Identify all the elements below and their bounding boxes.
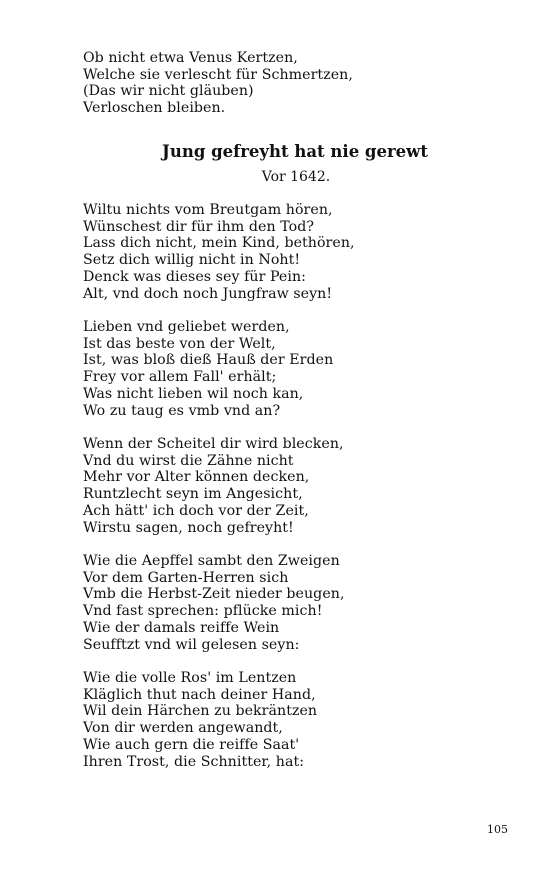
verse-line: Lieben vnd geliebet werden, bbox=[83, 319, 290, 335]
verse-line: Ach hätt' ich doch vor der Zeit, bbox=[83, 502, 309, 519]
verse-line: Wie auch gern die reiffe Saat' bbox=[83, 736, 300, 753]
poem-title: Jung gefreyht hat nie gerewt bbox=[162, 142, 428, 161]
verse-line: Wünschest dir für ihm den Tod? bbox=[83, 218, 314, 235]
verse-line: Vnd fast sprechen: pflücke mich! bbox=[83, 603, 323, 620]
verse-line: Wie die Aepffel sambt den Zweigen bbox=[83, 553, 340, 569]
intro-stanza bbox=[83, 50, 503, 117]
verse-line: Wie die volle Ros' im Lentzen bbox=[83, 670, 297, 686]
verse-line: Wo zu taug es vmb vnd an? bbox=[83, 402, 281, 419]
verse-line: Vor dem Garten-Herren sich bbox=[83, 569, 289, 586]
page-number: 105 bbox=[487, 823, 508, 836]
verse-line: Vnd du wirst die Zähne nicht bbox=[83, 452, 294, 469]
stanza-5 bbox=[83, 670, 503, 770]
verse-line: Ihren Trost, die Schnitter, hat: bbox=[83, 753, 305, 770]
verse-line: Was nicht lieben wil noch kan, bbox=[83, 385, 304, 402]
verse-line: Ob nicht etwa Venus Kertzen, bbox=[83, 50, 298, 66]
verse-line: Lass dich nicht, mein Kind, bethören, bbox=[83, 235, 355, 252]
verse-line: Wirstu sagen, noch gefreyht! bbox=[83, 519, 294, 536]
stanza-3 bbox=[83, 436, 503, 536]
verse-line: Seufftzt vnd wil gelesen seyn: bbox=[83, 636, 300, 653]
verse-line: Wiltu nichts vom Breutgam hören, bbox=[83, 202, 333, 218]
verse-line: Denck was dieses sey für Pein: bbox=[83, 268, 306, 285]
verse-line: Ist, was bloß dieß Hauß der Erden bbox=[83, 352, 334, 369]
stanza-4 bbox=[83, 553, 503, 653]
verse-line: Kläglich thut nach deiner Hand, bbox=[83, 686, 316, 703]
verse-line: Frey vor allem Fall' erhält; bbox=[83, 369, 277, 386]
verse-line: Mehr vor Alter können decken, bbox=[83, 469, 310, 486]
verse-line: Ist das beste von der Welt, bbox=[83, 335, 276, 352]
verse-line: Verloschen bleiben. bbox=[83, 100, 226, 117]
poem-subtitle: Vor 1642. bbox=[261, 169, 331, 185]
verse-line: Wenn der Scheitel dir wird blecken, bbox=[83, 436, 344, 452]
verse-line: Runtzlecht seyn im Angesicht, bbox=[83, 486, 303, 503]
stanza-2 bbox=[83, 319, 503, 419]
verse-line: Alt, vnd doch noch Jungfraw seyn! bbox=[83, 285, 333, 302]
verse-line: Welche sie verlescht für Schmertzen, bbox=[83, 66, 353, 83]
stanza-1 bbox=[83, 202, 503, 302]
verse-line: Von dir werden angewandt, bbox=[83, 720, 283, 737]
verse-line: (Das wir nicht gläuben) bbox=[83, 83, 254, 100]
verse-line: Setz dich willig nicht in Noht! bbox=[83, 252, 301, 269]
verse-line: Vmb die Herbst-Zeit nieder beugen, bbox=[83, 586, 345, 603]
verse-line: Wil dein Härchen zu bekräntzen bbox=[83, 703, 318, 720]
verse-line: Wie der damals reiffe Wein bbox=[83, 619, 280, 636]
